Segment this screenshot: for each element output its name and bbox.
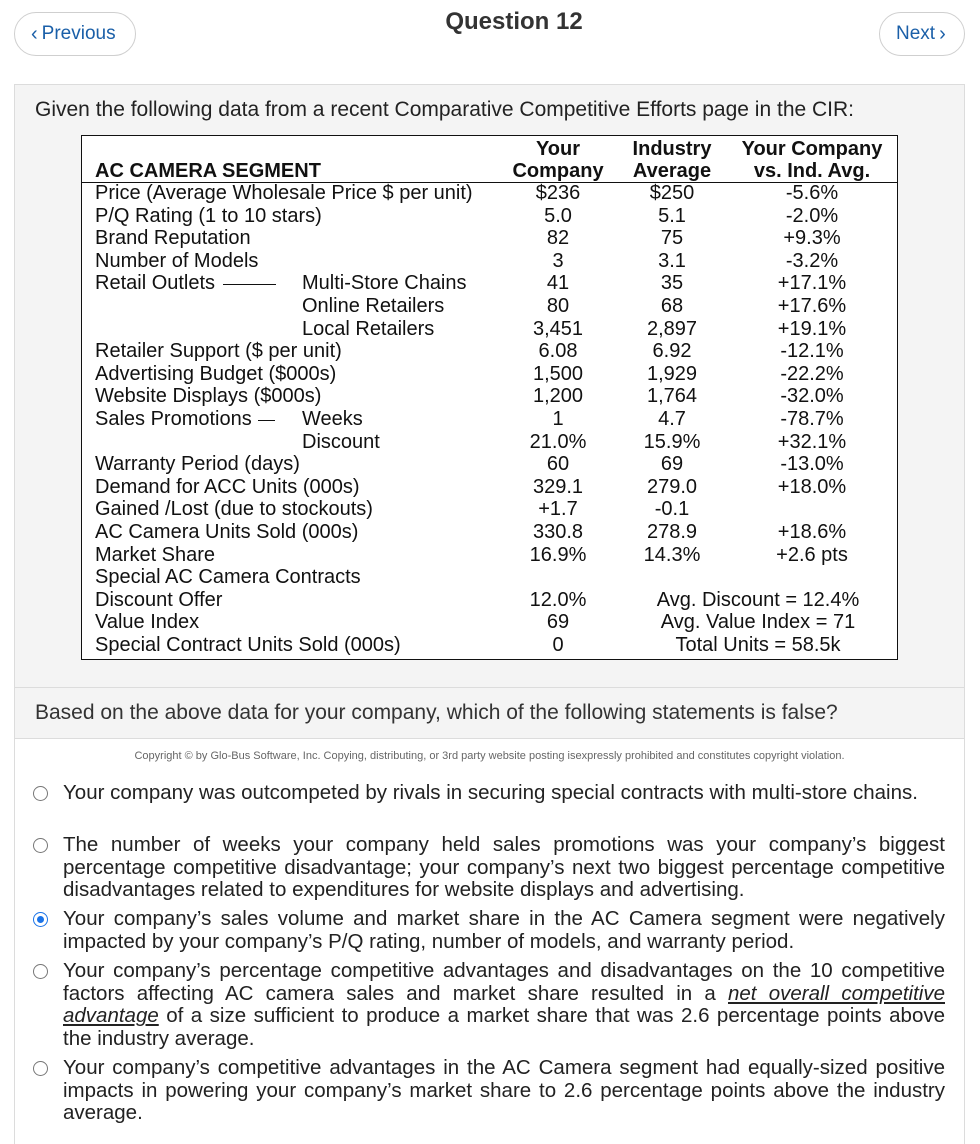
table-row — [82, 453, 897, 476]
row-sublabel: Online Retailers — [302, 295, 445, 317]
bracket-dash — [223, 284, 276, 285]
bracket-dash — [258, 420, 275, 421]
row-label: Special Contract Units Sold (000s) — [95, 634, 401, 656]
previous-label: Previous — [41, 23, 116, 44]
answer-text[interactable]: Your company’s sales volume and market share in the AC Camera segment were negatively impacted by your company’s P/Q rating, number of models, and warranty period. — [63, 907, 945, 953]
your-company-value: 16.9% — [529, 543, 587, 566]
vs-industry-value: +18.6% — [777, 521, 847, 543]
vs-industry-value: +17.1% — [777, 272, 847, 295]
question-panel — [14, 84, 965, 1144]
row-label: Retailer Support ($ per unit) — [95, 340, 342, 363]
industry-average-value: 14.3% — [643, 543, 701, 566]
table-row — [82, 566, 897, 589]
answer-text-part: Your company’s percentage competitive advantages and disadvantages on the 10 competitive factors affecting AC camera sales and market share resulted in a — [63, 959, 945, 1005]
table-row — [82, 544, 897, 567]
industry-average-value: $250 — [649, 182, 695, 204]
your-company-value: 21.0% — [529, 430, 587, 453]
industry-average-value: 15.9% — [643, 430, 701, 453]
table-row — [82, 385, 897, 408]
question-prompt: Based on the above data for your company, which of the following statements is false? — [35, 701, 838, 724]
vs-industry-header — [736, 138, 888, 182]
row-label: Brand Reputation — [95, 227, 251, 250]
your-company-value: 12.0% — [529, 588, 587, 611]
industry-summary-value: Total Units = 58.5k — [675, 634, 841, 656]
row-label: Gained /Lost (due to stockouts) — [95, 498, 373, 521]
industry-average-header-line1: Industry — [632, 138, 712, 160]
table-row — [82, 408, 897, 431]
vs-industry-value: -5.6% — [785, 182, 839, 204]
industry-average-value: 3.1 — [658, 249, 686, 272]
vs-industry-value: +17.6% — [777, 295, 847, 317]
vs-industry-value: -12.1% — [780, 340, 844, 363]
row-label: P/Q Rating (1 to 10 stars) — [95, 204, 322, 227]
industry-average-header — [622, 138, 722, 182]
your-company-value: 1,500 — [532, 362, 584, 385]
table-row — [82, 272, 897, 295]
row-label: Discount Offer — [95, 588, 223, 611]
industry-average-value: 35 — [660, 272, 684, 295]
industry-average-value: 4.7 — [658, 408, 686, 430]
question-title: Question 12 — [445, 8, 583, 35]
row-label: Market Share — [95, 543, 216, 566]
row-sublabel: Discount — [302, 430, 380, 453]
your-company-value: 329.1 — [532, 475, 584, 498]
row-sublabel: Multi-Store Chains — [302, 272, 467, 295]
chevron-right-icon: › — [939, 23, 946, 45]
your-company-value: 3,451 — [532, 317, 584, 340]
next-button[interactable] — [879, 12, 965, 56]
your-company-value: $236 — [535, 182, 581, 204]
table-row — [82, 589, 897, 612]
vs-industry-value: -2.0% — [785, 204, 839, 227]
table-header — [82, 136, 897, 183]
your-company-value: 82 — [546, 227, 570, 250]
industry-average-value: 69 — [660, 453, 684, 476]
row-label: Warranty Period (days) — [95, 453, 300, 476]
vs-industry-value: +19.1% — [777, 317, 847, 340]
row-label: Value Index — [95, 611, 200, 634]
vs-industry-header-line2: vs. Ind. Avg. — [753, 160, 871, 182]
your-company-header — [508, 138, 608, 182]
industry-average-value: 278.9 — [646, 521, 698, 543]
answer-text-part: of a size sufficient to produce a market share that was 2.6 percentage points above the industry average. — [63, 1004, 945, 1051]
answer-text[interactable]: Your company was outcompeted by rivals in securing special contracts with multi-store chains. — [63, 781, 918, 804]
answer-text[interactable]: Your company’s competitive advantages in the AC Camera segment had equally-sized positive impacts in powering your company’s market share to 2.6 percentage points above the industry average. — [63, 1056, 945, 1125]
answer-text[interactable]: The number of weeks your company held sales promotions was your company’s biggest percentage competitive disadvantage; your company’s next two biggest percentage competitive disadvantages related to expenditures for website displays and advertising. — [63, 833, 945, 902]
cir-data-table — [81, 135, 898, 660]
vs-industry-value: +9.3% — [783, 227, 841, 250]
answer-text[interactable] — [63, 960, 945, 1051]
row-label: AC Camera Units Sold (000s) — [95, 521, 359, 543]
table-row — [82, 318, 897, 341]
your-company-value: 69 — [546, 611, 570, 634]
your-company-value: 1,200 — [532, 385, 584, 408]
table-row — [82, 498, 897, 521]
answer-radio[interactable] — [33, 912, 48, 927]
industry-summary-value: Avg. Value Index = 71 — [660, 611, 856, 634]
segment-header: AC CAMERA SEGMENT — [95, 160, 321, 182]
table-row — [82, 227, 897, 250]
your-company-header-line2: Company — [512, 160, 604, 182]
your-company-value: 41 — [546, 272, 570, 295]
vs-industry-value: -3.2% — [785, 249, 839, 272]
row-label: Number of Models — [95, 249, 259, 272]
table-row — [82, 205, 897, 228]
answer-radio[interactable] — [33, 786, 48, 801]
your-company-value: 0 — [552, 634, 564, 656]
row-sublabel: Local Retailers — [302, 317, 435, 340]
next-label: Next — [896, 23, 936, 44]
row-label: Demand for ACC Units (000s) — [95, 475, 360, 498]
answer-text-emphasis: net overall competitive advantage — [63, 981, 945, 1028]
table-row — [82, 182, 897, 205]
vs-industry-value: +18.0% — [777, 475, 847, 498]
row-label: Sales Promotions — [95, 408, 252, 430]
question-block — [15, 688, 964, 739]
answer-radio[interactable] — [33, 964, 48, 979]
table-row — [82, 611, 897, 634]
row-sublabel: Weeks — [302, 408, 363, 430]
chevron-left-icon: ‹ — [31, 23, 38, 45]
industry-average-value: 279.0 — [646, 475, 698, 498]
industry-average-value: 5.1 — [658, 204, 686, 227]
your-company-value: 330.8 — [532, 521, 584, 543]
table-row — [82, 476, 897, 499]
industry-average-value: 75 — [660, 227, 684, 250]
your-company-header-line1: Your — [535, 138, 581, 160]
row-label: Price (Average Wholesale Price $ per unit) — [95, 182, 473, 204]
vs-industry-value: -13.0% — [780, 453, 844, 476]
vs-industry-value: -22.2% — [780, 362, 844, 385]
row-label: Advertising Budget ($000s) — [95, 362, 337, 385]
intro-text: Given the following data from a recent Comparative Competitive Efforts page in the CIR: — [35, 98, 855, 121]
industry-average-value: 1,764 — [646, 385, 698, 408]
industry-summary-value: Avg. Discount = 12.4% — [656, 588, 860, 611]
copyright-notice: Copyright © by Glo-Bus Software, Inc. Copying, distributing, or 3rd party website posting isexpressly prohibited and constitutes copyright violation. — [134, 750, 845, 762]
industry-average-value: 2,897 — [646, 317, 698, 340]
your-company-value: 5.0 — [544, 204, 572, 227]
industry-average-value: -0.1 — [654, 498, 690, 521]
vs-industry-value: -78.7% — [780, 408, 844, 430]
table-row — [82, 363, 897, 386]
your-company-value: +1.7 — [538, 498, 578, 521]
row-label: Retail Outlets — [95, 272, 216, 295]
vs-industry-value: +32.1% — [777, 430, 847, 453]
your-company-value: 6.08 — [538, 340, 578, 363]
industry-average-header-line2: Average — [632, 160, 712, 182]
answer-radio[interactable] — [33, 1061, 48, 1076]
industry-average-value: 1,929 — [646, 362, 698, 385]
row-label: Special AC Camera Contracts — [95, 566, 361, 589]
vs-industry-value: +2.6 pts — [776, 543, 848, 566]
your-company-value: 3 — [552, 249, 564, 272]
your-company-value: 80 — [546, 295, 570, 317]
vs-industry-value: -32.0% — [780, 385, 844, 408]
table-row — [82, 295, 897, 318]
table-row — [82, 431, 897, 454]
your-company-value: 1 — [552, 408, 564, 430]
table-row — [82, 250, 897, 273]
your-company-value: 60 — [546, 453, 570, 476]
industry-average-value: 68 — [660, 295, 684, 317]
intro-block — [15, 85, 964, 688]
answer-radio[interactable] — [33, 838, 48, 853]
industry-average-value: 6.92 — [652, 340, 692, 363]
row-label: Website Displays ($000s) — [95, 385, 322, 408]
table-row — [82, 340, 897, 363]
table-row — [82, 634, 897, 657]
table-row — [82, 521, 897, 544]
vs-industry-header-line1: Your Company — [741, 138, 883, 160]
